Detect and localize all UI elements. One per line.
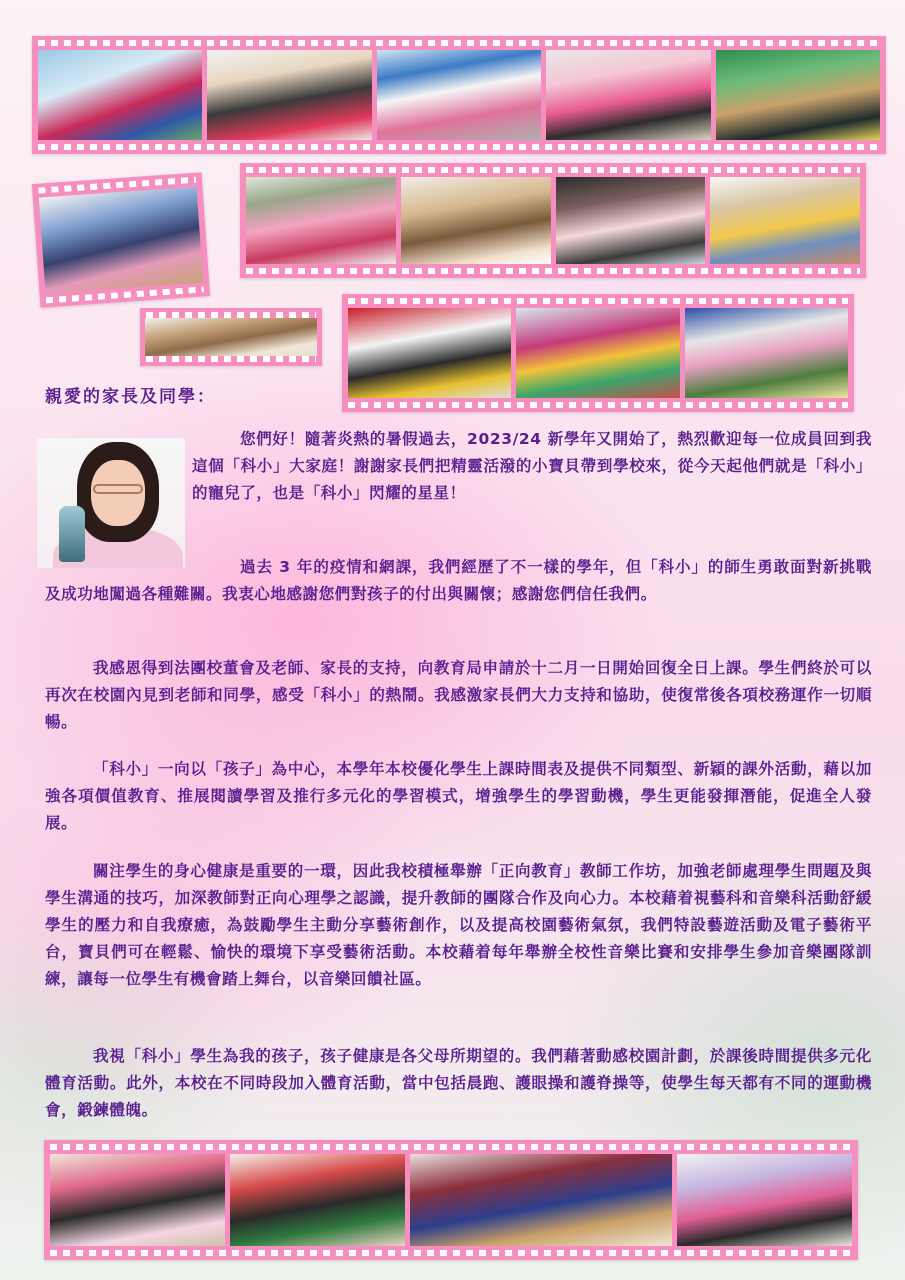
building-blocks-photo [516, 308, 679, 398]
photo-frame-small [140, 308, 322, 366]
certificate-group-photo [685, 308, 848, 398]
mascot-photo [716, 50, 880, 140]
robotics-event-photo [348, 308, 511, 398]
podium-photo [377, 50, 541, 140]
assembly-photo [145, 318, 317, 356]
principal-portrait [37, 438, 185, 568]
student-group-photo [677, 1154, 852, 1246]
letter-paragraph-4: 「科小」一向以「孩子」為中心，本學年本校優化學生上課時間表及提供不同類型、新穎的課外活動，藉以加強各項價值教育、推展閱讀學習及推行多元化的學習模式，增強學生的學習動機，學生更能發揮潛能，促進全人發展。 [45, 760, 872, 832]
letter-paragraph-5: 關注學生的身心健康是重要的一環，因此我校積極舉辦「正向教育」教師工作坊，加強老師處理學生問題及與學生溝通的技巧，加深教師對正向心理學之認識，提升教師的團隊合作及向心力。本校藉着視藝科和音樂科活動舒緩學生的壓力和自我療癒，為鼓勵學生主動分享藝術創作，以及提高校園藝術氣氛，我們特設藝遊活動及電子藝術平台，寶貝們可在輕鬆、愉快的環境下享受藝術活動。本校藉着每年舉辦全校性音樂比賽和安排學生參加音樂團隊訓練，讓每一位學生有機會踏上舞台，以音樂回饋社區。 [45, 862, 872, 988]
photo-strip-third [342, 294, 854, 412]
teacher-visit-photo [401, 177, 551, 264]
letter-greeting: 親愛的家長及同學： [45, 387, 216, 407]
letter-paragraph-3: 我感恩得到法團校董會及老師、家長的支持，向教育局申請於十二月一日開始回復全日上課。學生們終於可以再次在校園內見到老師和同學，感受「科小」的熱鬧。我感激家長們大力支持和協助，使復常後各項校務運作一切順暢。 [45, 659, 872, 731]
craft-table-photo [710, 177, 860, 264]
photo-strip-second [240, 163, 866, 278]
school-hall-group-photo [39, 187, 203, 294]
classroom-students-photo [246, 177, 396, 264]
sports-team-photo [38, 50, 202, 140]
performance-group-photo [556, 177, 706, 264]
photo-frame-left [32, 172, 210, 308]
award-presentation-photo [207, 50, 371, 140]
letter-paragraph-6: 我視「科小」學生為我的孩子，孩子健康是各父母所期望的。我們藉著動感校園計劃，於課後時間提供多元化體育活動。此外，本校在不同時段加入體育活動，當中包括晨跑、護眼操和護脊操等，使學生每天都有不同的運動機會，鍛鍊體魄。 [45, 1047, 872, 1119]
letter-paragraph-2: 過去 3 年的疫情和網課，我們經歷了不一樣的學年，但「科小」的師生勇敢面對新挑戰及成功地闖過各種難關。我衷心地感謝您們對孩子的付出與關懷；感謝您們信任我們。 [45, 558, 872, 603]
photo-strip-top [32, 36, 886, 154]
christmas-party-photo [50, 1154, 225, 1246]
photo-strip-bottom [44, 1140, 858, 1260]
hall-event-photo [410, 1154, 672, 1246]
christmas-show-photo [230, 1154, 405, 1246]
dance-activity-photo [546, 50, 710, 140]
letter-paragraph-1: 您們好！隨著炎熱的暑假過去，2023/24 新學年又開始了，熱烈歡迎每一位成員回到我這個「科小」大家庭！謝謝家長們把精靈活潑的小寶貝帶到學校來，從今天起他們就是「科小」的寵兒了，也是「科小」閃耀的星星！ [192, 430, 872, 502]
